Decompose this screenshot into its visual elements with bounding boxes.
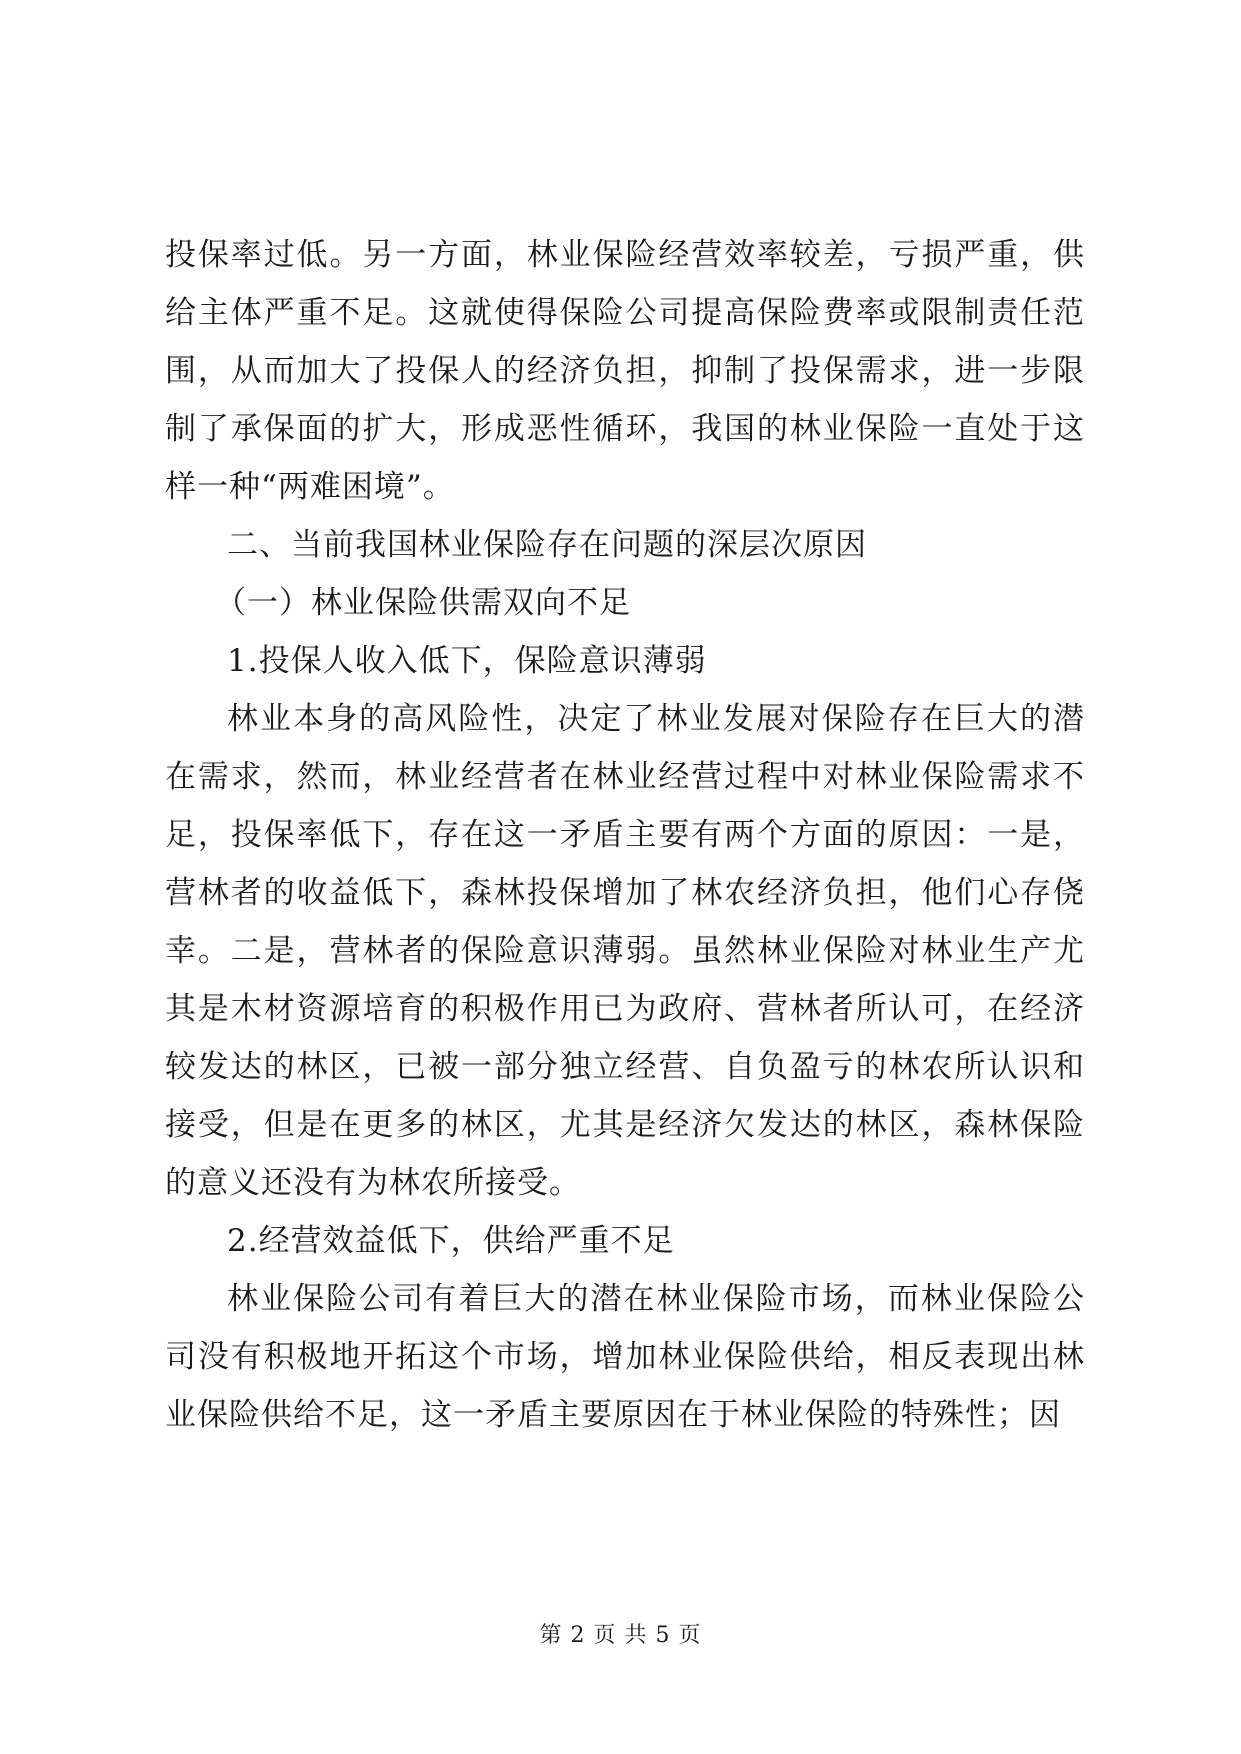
numbered-heading-1: 1.投保人收入低下，保险意识薄弱 [227, 643, 707, 679]
paragraph-demand: 林业本身的高风险性，决定了林业发展对保险存在巨大的潜在需求，然而，林业经营者在林业经营过程中对林业保险需求不足，投保率低下，存在这一矛盾主要有两个方面的原因：一是，营林者的收益低下，森林投保增加了林农经济负担，他们心存侥幸。二是，营林者的保险意识薄弱。虽然林业保险对林业生产尤其是木材资源培育的积极作用已为政府、营林者所认可，在经济较发达的林区，已被一部分独立经营、自负盈亏的林农所认识和接受，但是在更多的林区，尤其是经济欠发达的林区，森林保险的意义还没有为林农所接受。 [165, 701, 1085, 1201]
page-footer: 第 2 页 共 5 页 [539, 1623, 702, 1648]
paragraph-continuation: 投保率过低。另一方面，林业保险经营效率较差，亏损严重，供给主体严重不足。这就使得保险公司提高保险费率或限制责任范围，从而加大了投保人的经济负担，抑制了投保需求，进一步限制了承保面的扩大，形成恶性循环，我国的林业保险一直处于这样一种“两难困境”。 [165, 237, 1085, 505]
section-heading: 二、当前我国林业保险存在问题的深层次原因 [227, 527, 867, 563]
paragraph-supply: 林业保险公司有着巨大的潜在林业保险市场，而林业保险公司没有积极地开拓这个市场，增加林业保险供给，相反表现出林业保险供给不足，这一矛盾主要原因在于林业保险的特殊性；因 [165, 1281, 1085, 1433]
subsection-heading: （一）林业保险供需双向不足 [215, 585, 631, 621]
document-body [165, 226, 1085, 1444]
numbered-heading-2: 2.经营效益低下，供给严重不足 [227, 1223, 675, 1259]
